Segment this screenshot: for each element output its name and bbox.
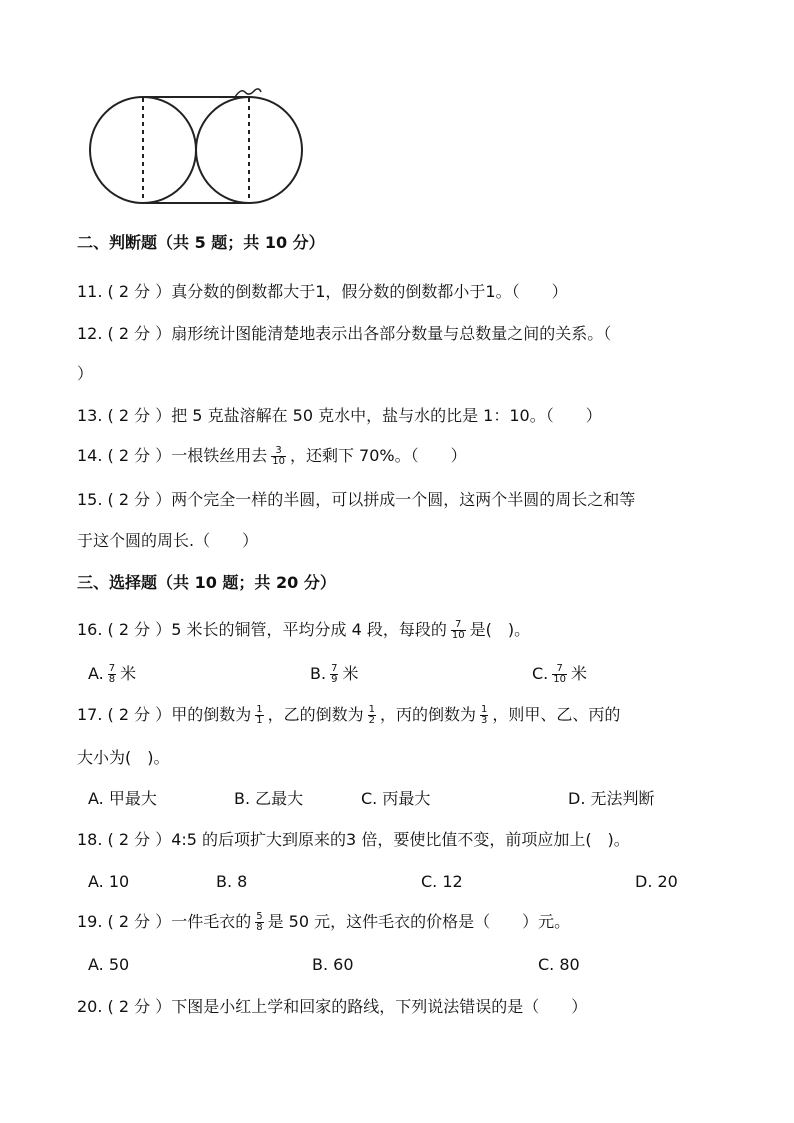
option-17-d[interactable]: D. 无法判断 bbox=[568, 789, 655, 808]
fraction: $\frac{3}{10}$ bbox=[272, 445, 285, 467]
question-20: 20. ( 2 分 ）下图是小红上学和回家的路线，下列说法错误的是（ ） bbox=[77, 997, 588, 1016]
question-19: 19. ( 2 分 ）一件毛衣的 $\frac{5}{8}$ 是 50 元，这件毛衣的价格是（ ）元。 bbox=[77, 911, 571, 933]
option-18-a[interactable]: A. 10 bbox=[88, 872, 130, 891]
question-16: 16. ( 2 分 ）5 米长的铜管，平均分成 4 段，每段的 $\frac{7}{10}$ 是( )。 bbox=[77, 619, 531, 641]
option-19-c[interactable]: C. 80 bbox=[538, 955, 580, 974]
circles-figure bbox=[85, 88, 315, 208]
question-13: 13. ( 2 分 ）把 5 克盐溶解在 50 克水中，盐与水的比是 1：10。（ ） bbox=[77, 406, 602, 425]
question-17-line2: 大小为( )。 bbox=[77, 748, 170, 767]
question-12-line1: 12. ( 2 分 ）扇形统计图能清楚地表示出各部分数量与总数量之间的关系。（ bbox=[77, 324, 612, 343]
fraction: $\frac{7}{10}$ bbox=[451, 619, 465, 641]
fraction: $\frac{5}{8}$ bbox=[256, 911, 263, 933]
question-14: 14. ( 2 分 ）一根铁丝用去 $\frac{3}{10}$ ，还剩下 70%。（ ） bbox=[77, 445, 467, 467]
option-17-a[interactable]: A. 甲最大 bbox=[88, 789, 157, 808]
question-15-line2: 于这个圆的周长.（ ） bbox=[77, 531, 259, 550]
option-18-b[interactable]: B. 8 bbox=[216, 872, 248, 891]
option-19-a[interactable]: A. 50 bbox=[88, 955, 130, 974]
question-12-line2: ） bbox=[77, 364, 94, 383]
option-18-d[interactable]: D. 20 bbox=[635, 872, 678, 891]
question-11: 11. ( 2 分 ）真分数的倒数都大于1，假分数的倒数都小于1。（ ） bbox=[77, 282, 568, 301]
question-18: 18. ( 2 分 ）4:5 的后项扩大到原来的3 倍，要使比值不变，前项应加上( )。 bbox=[77, 830, 630, 849]
option-17-c[interactable]: C. 丙最大 bbox=[361, 789, 431, 808]
question-15-line1: 15. ( 2 分 ）两个完全一样的半圆，可以拼成一个圆，这两个半圆的周长之和等 bbox=[77, 490, 636, 509]
question-17-line1: 17. ( 2 分 ）甲的倒数为 $\frac{1}{1}$ ，乙的倒数为 $\frac{1}{2}$ ，丙的倒数为 $\frac{1}{3}$ ，则甲、乙、丙的 bbox=[77, 704, 621, 726]
option-18-c[interactable]: C. 12 bbox=[421, 872, 463, 891]
section-choice-title: 三、选择题（共 10 题；共 20 分） bbox=[77, 573, 336, 592]
option-17-b[interactable]: B. 乙最大 bbox=[234, 789, 304, 808]
option-16-c[interactable]: C. $\frac{7}{10}$ 米 bbox=[532, 663, 588, 685]
section-judge-title: 二、判断题（共 5 题；共 10 分） bbox=[77, 233, 325, 252]
option-16-b[interactable]: B. $\frac{7}{9}$ 米 bbox=[310, 663, 359, 685]
option-19-b[interactable]: B. 60 bbox=[312, 955, 354, 974]
option-16-a[interactable]: A. $\frac{7}{8}$ 米 bbox=[88, 663, 137, 685]
